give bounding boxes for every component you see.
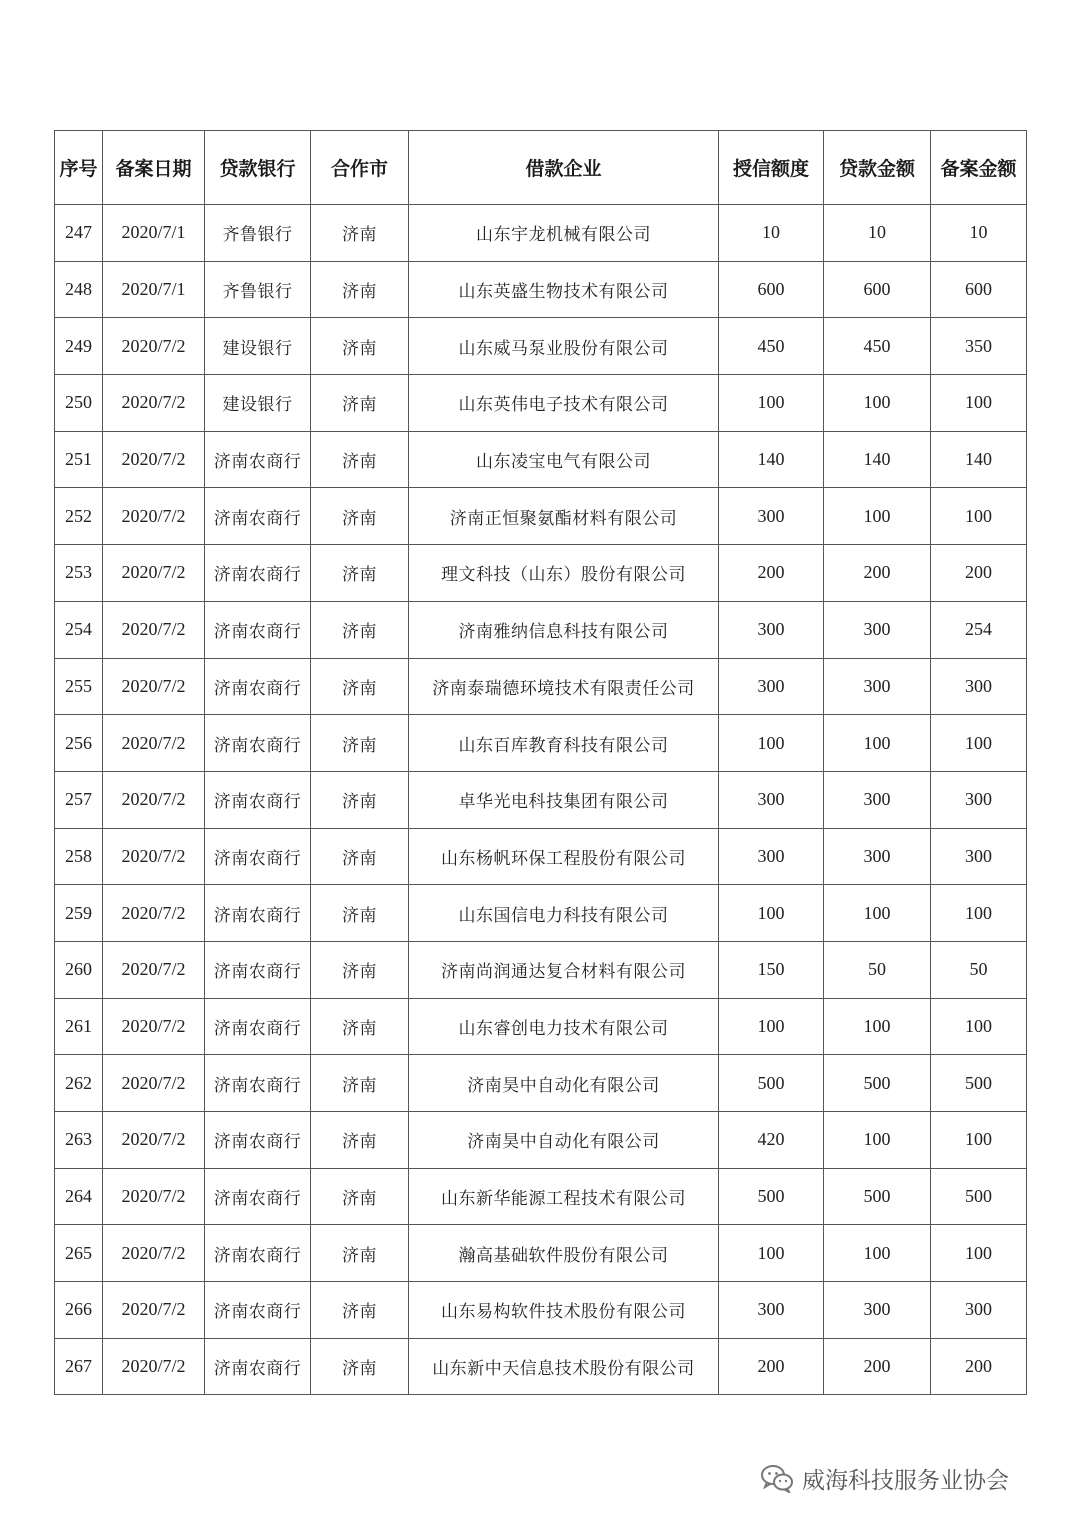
cell-record-date: 2020/7/2 [103,545,205,602]
cell-bank: 济南农商行 [205,1282,311,1339]
cell-serial: 255 [55,658,103,715]
cell-loan-amount: 140 [824,431,931,488]
cell-bank: 济南农商行 [205,771,311,828]
header-loan-amount: 贷款金额 [824,131,931,205]
cell-loan-amount: 600 [824,261,931,318]
cell-company: 山东威马泵业股份有限公司 [409,318,719,375]
table-row [55,601,1027,658]
cell-city: 济南 [311,715,409,772]
cell-serial: 267 [55,1338,103,1395]
cell-company: 山东新华能源工程技术有限公司 [409,1168,719,1225]
wechat-icon [760,1463,794,1493]
cell-city: 济南 [311,998,409,1055]
header-city: 合作市 [311,131,409,205]
header-serial: 序号 [55,131,103,205]
table-row [55,1338,1027,1395]
cell-credit-limit: 200 [719,1338,824,1395]
cell-bank: 济南农商行 [205,1225,311,1282]
cell-loan-amount: 300 [824,771,931,828]
cell-bank: 建设银行 [205,375,311,432]
cell-company: 山东杨帆环保工程股份有限公司 [409,828,719,885]
cell-company: 济南雅纳信息科技有限公司 [409,601,719,658]
cell-company: 山东宇龙机械有限公司 [409,205,719,262]
cell-bank: 济南农商行 [205,941,311,998]
watermark [760,1458,1009,1498]
table-row [55,1225,1027,1282]
cell-serial: 263 [55,1112,103,1169]
cell-record-amount: 300 [931,1282,1027,1339]
table-row [55,545,1027,602]
cell-city: 济南 [311,658,409,715]
cell-serial: 260 [55,941,103,998]
cell-loan-amount: 300 [824,658,931,715]
cell-company: 理文科技（山东）股份有限公司 [409,545,719,602]
cell-city: 济南 [311,318,409,375]
cell-city: 济南 [311,1055,409,1112]
cell-record-amount: 100 [931,1112,1027,1169]
cell-credit-limit: 200 [719,545,824,602]
cell-company: 济南昊中自动化有限公司 [409,1055,719,1112]
cell-city: 济南 [311,545,409,602]
cell-bank: 齐鲁银行 [205,205,311,262]
cell-loan-amount: 300 [824,828,931,885]
table-row [55,261,1027,318]
cell-record-amount: 100 [931,1225,1027,1282]
cell-record-date: 2020/7/2 [103,431,205,488]
cell-credit-limit: 500 [719,1055,824,1112]
cell-bank: 济南农商行 [205,658,311,715]
cell-company: 山东新中天信息技术股份有限公司 [409,1338,719,1395]
cell-record-date: 2020/7/1 [103,205,205,262]
watermark-text: 威海科技服务业协会 [802,1467,1009,1494]
header-bank: 贷款银行 [205,131,311,205]
cell-city: 济南 [311,941,409,998]
cell-serial: 262 [55,1055,103,1112]
cell-record-amount: 100 [931,488,1027,545]
cell-record-date: 2020/7/2 [103,1055,205,1112]
cell-loan-amount: 200 [824,545,931,602]
cell-serial: 250 [55,375,103,432]
cell-bank: 建设银行 [205,318,311,375]
cell-credit-limit: 600 [719,261,824,318]
cell-loan-amount: 500 [824,1055,931,1112]
cell-city: 济南 [311,431,409,488]
table-row [55,941,1027,998]
cell-serial: 265 [55,1225,103,1282]
cell-credit-limit: 100 [719,375,824,432]
cell-record-amount: 140 [931,431,1027,488]
cell-record-amount: 300 [931,658,1027,715]
table-row [55,998,1027,1055]
cell-city: 济南 [311,828,409,885]
cell-credit-limit: 150 [719,941,824,998]
cell-bank: 济南农商行 [205,488,311,545]
cell-company: 济南昊中自动化有限公司 [409,1112,719,1169]
cell-serial: 259 [55,885,103,942]
cell-bank: 济南农商行 [205,885,311,942]
cell-credit-limit: 300 [719,601,824,658]
cell-city: 济南 [311,375,409,432]
cell-bank: 济南农商行 [205,431,311,488]
cell-record-date: 2020/7/2 [103,318,205,375]
table-row [55,318,1027,375]
cell-loan-amount: 100 [824,375,931,432]
table-row [55,658,1027,715]
cell-record-date: 2020/7/2 [103,885,205,942]
cell-bank: 齐鲁银行 [205,261,311,318]
cell-record-amount: 10 [931,205,1027,262]
cell-city: 济南 [311,488,409,545]
cell-record-date: 2020/7/2 [103,828,205,885]
table-row [55,205,1027,262]
cell-record-date: 2020/7/2 [103,601,205,658]
cell-company: 济南正恒聚氨酯材料有限公司 [409,488,719,545]
cell-record-date: 2020/7/2 [103,998,205,1055]
cell-serial: 247 [55,205,103,262]
cell-loan-amount: 100 [824,1225,931,1282]
cell-company: 山东易构软件技术股份有限公司 [409,1282,719,1339]
cell-serial: 251 [55,431,103,488]
cell-record-date: 2020/7/2 [103,771,205,828]
table-row [55,1282,1027,1339]
cell-loan-amount: 200 [824,1338,931,1395]
cell-credit-limit: 420 [719,1112,824,1169]
cell-record-amount: 200 [931,545,1027,602]
cell-serial: 249 [55,318,103,375]
cell-city: 济南 [311,885,409,942]
cell-loan-amount: 100 [824,488,931,545]
cell-city: 济南 [311,1338,409,1395]
cell-record-amount: 500 [931,1168,1027,1225]
table-row [55,488,1027,545]
cell-record-amount: 500 [931,1055,1027,1112]
table-row [55,715,1027,772]
cell-bank: 济南农商行 [205,1112,311,1169]
table-row [55,771,1027,828]
cell-credit-limit: 300 [719,828,824,885]
table-header-row [55,131,1027,205]
cell-record-amount: 600 [931,261,1027,318]
cell-company: 山东英伟电子技术有限公司 [409,375,719,432]
cell-credit-limit: 100 [719,715,824,772]
cell-loan-amount: 300 [824,601,931,658]
cell-record-amount: 300 [931,828,1027,885]
cell-serial: 264 [55,1168,103,1225]
header-record-date: 备案日期 [103,131,205,205]
cell-company: 济南泰瑞德环境技术有限责任公司 [409,658,719,715]
cell-serial: 261 [55,998,103,1055]
cell-record-date: 2020/7/2 [103,658,205,715]
cell-record-date: 2020/7/2 [103,1282,205,1339]
cell-record-amount: 254 [931,601,1027,658]
cell-serial: 248 [55,261,103,318]
cell-company: 山东英盛生物技术有限公司 [409,261,719,318]
cell-bank: 济南农商行 [205,1168,311,1225]
cell-credit-limit: 300 [719,1282,824,1339]
table-row [55,828,1027,885]
cell-credit-limit: 300 [719,771,824,828]
cell-city: 济南 [311,205,409,262]
cell-bank: 济南农商行 [205,1338,311,1395]
cell-loan-amount: 100 [824,885,931,942]
cell-loan-amount: 100 [824,1112,931,1169]
cell-record-amount: 100 [931,375,1027,432]
cell-serial: 254 [55,601,103,658]
cell-credit-limit: 300 [719,488,824,545]
cell-record-date: 2020/7/2 [103,375,205,432]
cell-record-date: 2020/7/2 [103,715,205,772]
cell-record-date: 2020/7/2 [103,1338,205,1395]
table-row [55,1055,1027,1112]
cell-serial: 266 [55,1282,103,1339]
cell-record-date: 2020/7/2 [103,1225,205,1282]
cell-credit-limit: 10 [719,205,824,262]
cell-city: 济南 [311,601,409,658]
cell-credit-limit: 300 [719,658,824,715]
cell-city: 济南 [311,261,409,318]
cell-city: 济南 [311,1225,409,1282]
cell-record-date: 2020/7/2 [103,941,205,998]
cell-record-date: 2020/7/1 [103,261,205,318]
cell-credit-limit: 140 [719,431,824,488]
table-row [55,375,1027,432]
cell-credit-limit: 100 [719,885,824,942]
cell-city: 济南 [311,771,409,828]
cell-serial: 257 [55,771,103,828]
cell-bank: 济南农商行 [205,998,311,1055]
cell-bank: 济南农商行 [205,715,311,772]
cell-bank: 济南农商行 [205,828,311,885]
cell-credit-limit: 100 [719,1225,824,1282]
cell-loan-amount: 100 [824,715,931,772]
cell-record-amount: 300 [931,771,1027,828]
loan-record-table [54,130,1027,1395]
cell-loan-amount: 450 [824,318,931,375]
cell-loan-amount: 500 [824,1168,931,1225]
cell-company: 山东国信电力科技有限公司 [409,885,719,942]
cell-record-date: 2020/7/2 [103,1168,205,1225]
cell-serial: 256 [55,715,103,772]
cell-serial: 253 [55,545,103,602]
cell-company: 山东睿创电力技术有限公司 [409,998,719,1055]
cell-serial: 258 [55,828,103,885]
header-company: 借款企业 [409,131,719,205]
cell-company: 济南尚润通达复合材料有限公司 [409,941,719,998]
cell-city: 济南 [311,1282,409,1339]
cell-record-amount: 100 [931,998,1027,1055]
cell-record-amount: 100 [931,715,1027,772]
table-row [55,1112,1027,1169]
cell-credit-limit: 500 [719,1168,824,1225]
header-credit-limit: 授信额度 [719,131,824,205]
table-row [55,431,1027,488]
cell-bank: 济南农商行 [205,545,311,602]
cell-loan-amount: 300 [824,1282,931,1339]
cell-serial: 252 [55,488,103,545]
cell-loan-amount: 10 [824,205,931,262]
cell-loan-amount: 100 [824,998,931,1055]
table-body [55,205,1027,1395]
cell-bank: 济南农商行 [205,1055,311,1112]
cell-loan-amount: 50 [824,941,931,998]
cell-record-date: 2020/7/2 [103,488,205,545]
cell-city: 济南 [311,1112,409,1169]
table-row [55,1168,1027,1225]
cell-city: 济南 [311,1168,409,1225]
header-record-amount: 备案金额 [931,131,1027,205]
cell-record-amount: 100 [931,885,1027,942]
cell-record-amount: 50 [931,941,1027,998]
cell-company: 瀚高基础软件股份有限公司 [409,1225,719,1282]
cell-company: 山东百库教育科技有限公司 [409,715,719,772]
cell-bank: 济南农商行 [205,601,311,658]
cell-credit-limit: 100 [719,998,824,1055]
cell-record-date: 2020/7/2 [103,1112,205,1169]
cell-record-amount: 200 [931,1338,1027,1395]
cell-company: 卓华光电科技集团有限公司 [409,771,719,828]
cell-record-amount: 350 [931,318,1027,375]
cell-credit-limit: 450 [719,318,824,375]
table-row [55,885,1027,942]
cell-company: 山东凌宝电气有限公司 [409,431,719,488]
